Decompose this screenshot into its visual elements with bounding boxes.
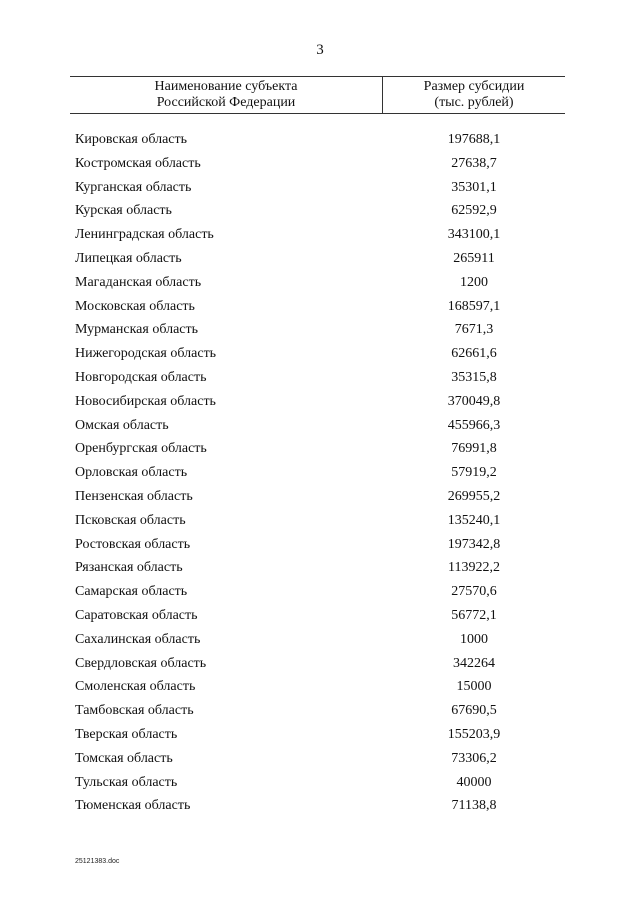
table-row	[0, 509, 640, 533]
header-subsidy-amount	[383, 79, 565, 111]
subsidy-amount: 197342,8	[447, 536, 501, 552]
region-name: Мурманская область	[75, 322, 199, 338]
region-name: Новосибирская область	[75, 393, 216, 409]
table-row	[0, 675, 640, 699]
table-row	[0, 628, 640, 652]
region-name: Тульская область	[75, 774, 178, 790]
subsidy-amount: 342264	[453, 655, 495, 671]
table-row	[0, 199, 640, 223]
subsidy-amount: 343100,1	[447, 227, 501, 243]
region-name: Кировская область	[75, 132, 188, 147]
region-name: Тверская область	[75, 726, 178, 742]
region-name: Псковская область	[75, 512, 186, 528]
table-row	[0, 128, 640, 152]
table-row	[0, 223, 640, 247]
table-row	[0, 437, 640, 461]
table-row	[0, 366, 640, 390]
region-name: Липецкая область	[75, 250, 182, 266]
region-name: Московская область	[75, 298, 195, 314]
table-row	[0, 556, 640, 580]
subsidy-amount: 155203,9	[447, 726, 501, 742]
table-row	[0, 461, 640, 485]
subsidy-amount: 1200	[460, 274, 488, 290]
subsidy-amount: 7671,3	[454, 322, 494, 338]
subsidy-amount: 113922,2	[448, 560, 500, 576]
subsidy-amount: 265911	[453, 250, 495, 266]
table-row	[0, 699, 640, 723]
table-row	[0, 152, 640, 176]
table-row	[0, 723, 640, 747]
subsidy-amount: 15000	[456, 679, 492, 695]
table-row	[0, 604, 640, 628]
table-row	[0, 794, 640, 818]
region-name: Сахалинская область	[75, 631, 201, 647]
subsidy-amount: 40000	[456, 774, 492, 790]
region-name: Тамбовская область	[75, 703, 194, 719]
table-row	[0, 771, 640, 795]
region-name: Нижегородская область	[75, 346, 217, 362]
table-row	[0, 247, 640, 271]
region-name: Омская область	[75, 417, 169, 433]
subsidy-amount: 27638,7	[451, 155, 497, 171]
subsidy-amount: 57919,2	[451, 465, 497, 481]
region-name: Смоленская область	[75, 679, 196, 695]
subsidy-amount: 73306,2	[451, 750, 497, 766]
region-name: Оренбургская область	[75, 441, 207, 457]
page-number: 3	[316, 42, 324, 58]
header-subsidy-amount-line1: Размер субсидии	[423, 79, 525, 94]
region-name: Орловская область	[75, 465, 188, 481]
table-row	[0, 485, 640, 509]
subsidy-amount: 35315,8	[451, 369, 497, 385]
table-row	[0, 580, 640, 604]
subsidy-amount: 35301,1	[451, 179, 497, 195]
document-id: 25121383.doc	[75, 858, 120, 865]
region-name: Новгородская область	[75, 369, 207, 385]
region-name: Пензенская область	[75, 488, 193, 504]
header-region-name-line1: Наименование субъекта	[154, 79, 298, 94]
subsidy-amount: 370049,8	[447, 393, 501, 409]
header-region-name-line2: Российской Федерации	[156, 95, 296, 110]
subsidy-amount: 135240,1	[447, 512, 501, 528]
table-header	[70, 76, 565, 114]
region-name: Ростовская область	[75, 536, 191, 552]
subsidy-amount: 71138,8	[451, 798, 497, 814]
table-row	[0, 414, 640, 438]
subsidy-amount: 62592,9	[451, 203, 497, 219]
header-region-name	[70, 79, 382, 111]
table-body	[0, 128, 640, 818]
subsidy-amount: 269955,2	[447, 488, 501, 504]
table-row	[0, 652, 640, 676]
subsidy-amount: 1000	[460, 631, 488, 647]
region-name: Ленинградская область	[75, 227, 214, 243]
table-row	[0, 318, 640, 342]
table-row	[0, 176, 640, 200]
header-subsidy-amount-line2: (тыс. рублей)	[434, 95, 514, 110]
subsidy-amount: 76991,8	[451, 441, 497, 457]
table-row	[0, 342, 640, 366]
region-name: Тюменская область	[75, 798, 191, 814]
table-row	[0, 390, 640, 414]
region-name: Самарская область	[75, 584, 188, 600]
table-row	[0, 271, 640, 295]
table-row	[0, 295, 640, 319]
region-name: Рязанская область	[75, 560, 183, 576]
subsidy-amount: 62661,6	[451, 346, 497, 362]
subsidy-amount: 27570,6	[451, 584, 497, 600]
subsidy-amount: 168597,1	[447, 298, 501, 314]
subsidy-amount: 455966,3	[447, 417, 501, 433]
subsidy-amount: 67690,5	[451, 703, 497, 719]
region-name: Саратовская область	[75, 607, 198, 623]
subsidy-amount: 197688,1	[447, 132, 501, 147]
region-name: Курганская область	[75, 179, 192, 195]
region-name: Свердловская область	[75, 655, 207, 671]
subsidy-amount: 56772,1	[451, 607, 497, 623]
region-name: Томская область	[75, 750, 173, 766]
table-row	[0, 747, 640, 771]
table-row	[0, 533, 640, 557]
region-name: Курская область	[75, 203, 172, 219]
region-name: Магаданская область	[75, 274, 202, 290]
region-name: Костромская область	[75, 155, 201, 171]
